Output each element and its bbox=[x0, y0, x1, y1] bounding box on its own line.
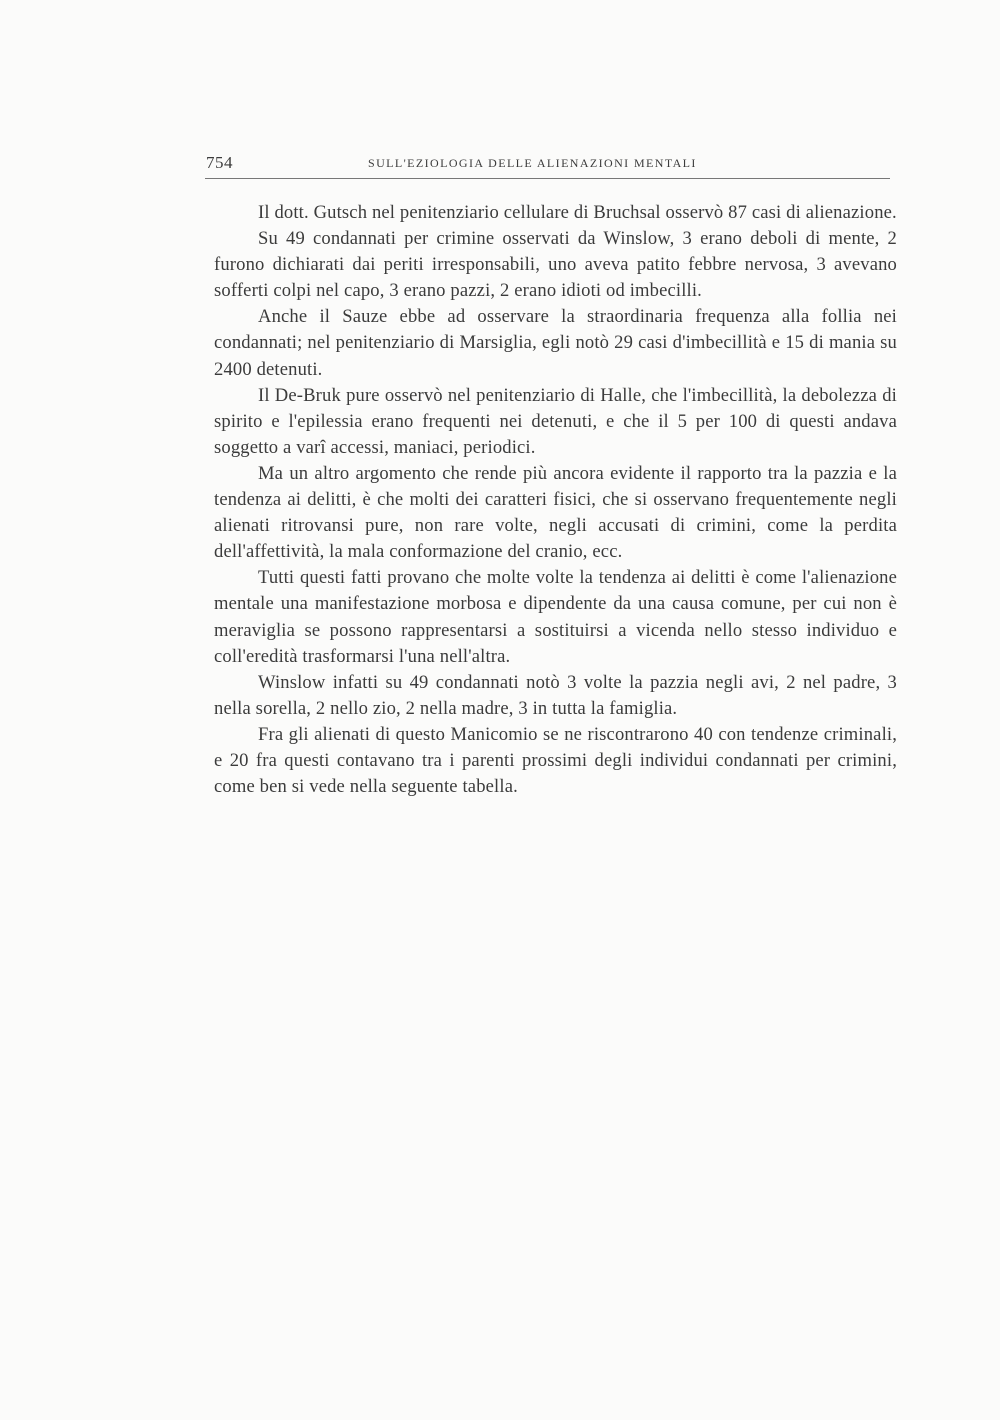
running-title: SULL'EZIOLOGIA DELLE ALIENAZIONI MENTALI bbox=[368, 156, 697, 170]
page-number: 754 bbox=[206, 153, 233, 172]
paragraph-causa-comune: Tutti questi fatti provano che molte volte la tendenza ai delitti è come l'alienazione mentale una manifestazione morbosa e dipendente da una causa comune, per cui non è meraviglia se possono rappresentarsi a sostituirsi a vicenda nello stesso individuo e coll'eredità trasformarsi l'una nell'altra. bbox=[214, 567, 897, 667]
paragraph-manicomio: Fra gli alienati di questo Manicomio se ne riscontrarono 40 con tendenze criminali, e 20 fra questi contavano tra i parenti prossimi degli individui condannati per crimini, come ben si vede nella seguente tabella. bbox=[214, 723, 897, 798]
paragraph-caratteri-fisici: Ma un altro argomento che rende più ancora evidente il rapporto tra la pazzia e la tendenza ai delitti, è che molti dei caratteri fisici, che si osservano frequentemente negli alienati ritrovansi pure, non rare volte, negli accusati di crimini, come la perdita dell'affettività, la mala conformazione del cranio, ecc. bbox=[214, 462, 897, 563]
paragraph-winslow-condannati: Su 49 condannati per crimine osservati da Winslow, 3 erano deboli di mente, 2 furono dichiarati dai periti irresponsabili, uno aveva patito febbre nervosa, 3 avevano sofferti colpi nel capo, 3 erano pazzi, 2 erano idioti od imbecilli. bbox=[214, 228, 897, 302]
paragraph-de-bruk: Il De-Bruk pure osservò nel penitenziario di Halle, che l'imbecillità, la debolezza di spirito e l'epilessia erano frequenti nei detenuti, e che il 5 per 100 di questi andava soggetto a varî accessi, maniaci, periodici. bbox=[214, 384, 897, 458]
paragraph-sauze: Anche il Sauze ebbe ad osservare la straordinaria frequenza alla follia nei condannati; nel penitenziario di Marsiglia, egli notò 29 casi d'imbecillità e 15 di mania su 2400 detenuti. bbox=[214, 306, 897, 380]
body-text bbox=[214, 200, 897, 800]
paragraph-winslow-eredita: Winslow infatti su 49 condannati notò 3 volte la pazzia negli avi, 2 nel padre, 3 nella sorella, 2 nello zio, 2 nella madre, 3 in tutta la famiglia. bbox=[214, 671, 897, 719]
page-header bbox=[206, 153, 889, 177]
paragraph-gutsch: Il dott. Gutsch nel penitenziario cellulare di Bruchsal osservò 87 casi di alienazione. bbox=[258, 202, 897, 223]
header-rule bbox=[205, 178, 890, 179]
